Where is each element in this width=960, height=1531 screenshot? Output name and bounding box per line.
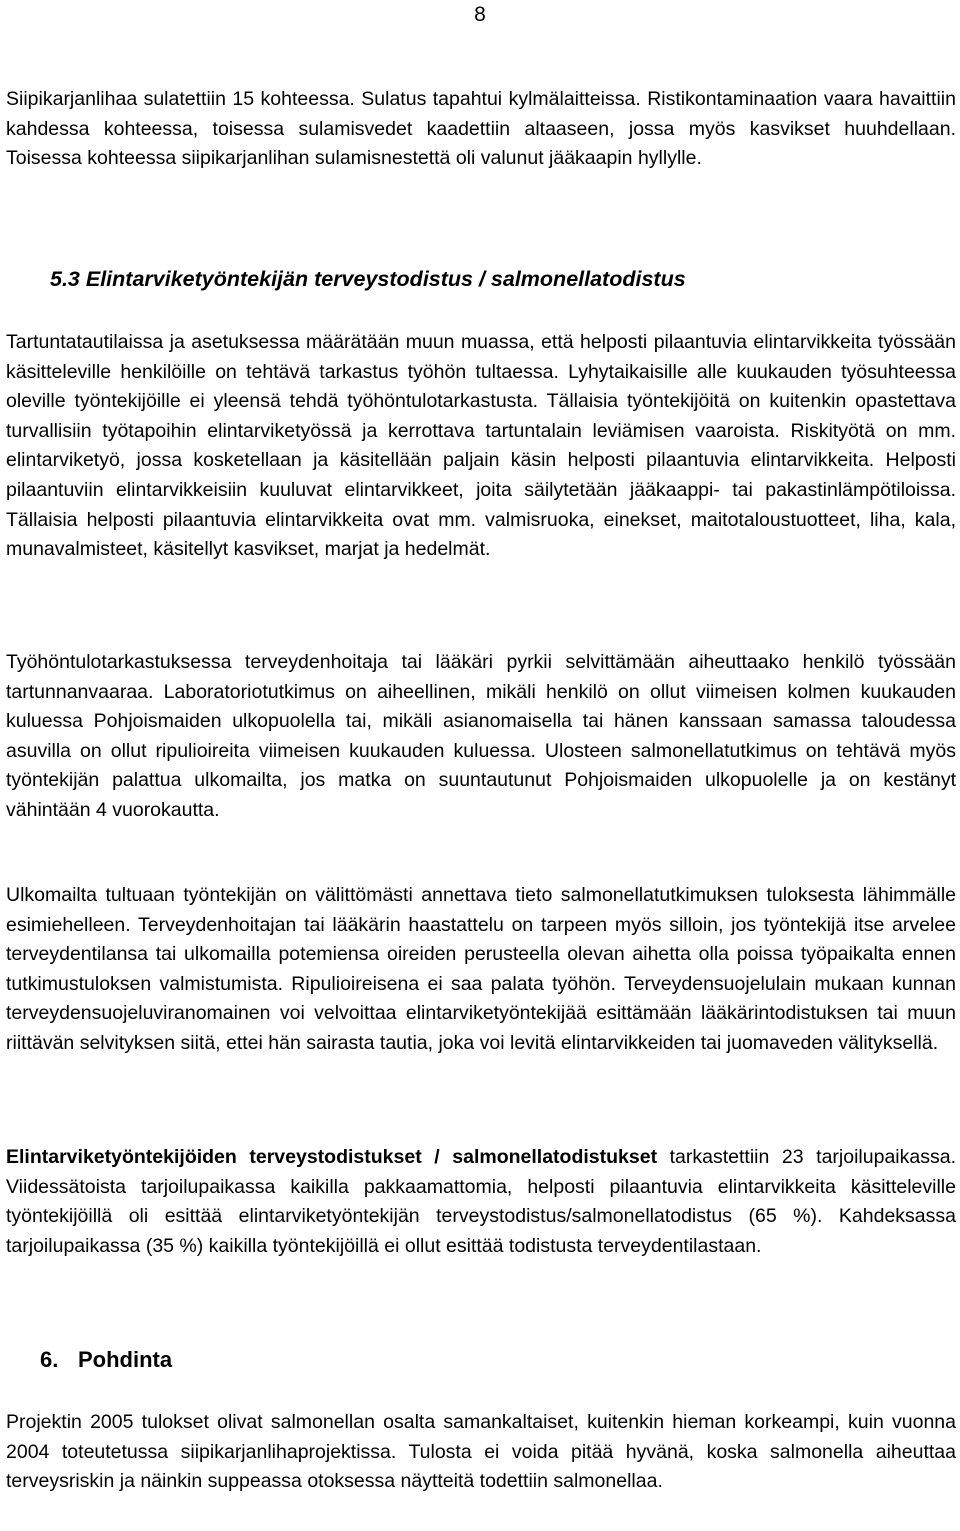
- page-number: 8: [474, 3, 486, 26]
- section-6-paragraph-1: Projektin 2005 tulokset olivat salmonellan osalta samankaltaiset, kuitenkin hieman korkeampi, kuin vuonna 2004 toteutetussa siipikarjanlihaprojektissa. Tulosta ei voida pitää hyvänä, koska salmonella aiheuttaa terveysriskin ja näinkin suppeassa otoksessa näytteitä todettiin salmonellaa.: [6, 1411, 956, 1493]
- intro-paragraph: Siipikarjanlihaa sulatettiin 15 kohteessa. Sulatus tapahtui kylmälaitteissa. Ristikontaminaation vaara havaittiin kahdessa kohteessa, toisessa sulamisvedet kaadettiin altaaseen, jossa myös kasvikset huuhdellaan. Toisessa kohteessa siipikarjanlihan sulamisnestettä oli valunut jääkaapin hyllylle.: [6, 88, 956, 170]
- section-5-3-paragraph-1: Tartuntatautilaissa ja asetuksessa määrätään muun muassa, että helposti pilaantuvia elintarvikkeita työssään käsitteleville henkilöille on tehtävä tarkastus työhön tultaessa. Lyhytaikaisille alle kuukauden työsuhteessa oleville työntekijöille ei yleensä tehdä työhöntulotarkastusta. Tällaisia työntekijöitä on kuitenkin opastettava turvallisiin työtapoihin elintarviketyössä ja kerrottava tartuntalain leviämisen vaaroista. Riskityötä on mm. elintarviketyö, jossa kosketellaan ja käsitellään paljain käsin helposti pilaantuvia elintarvikkeita. Helposti pilaantuviin elintarvikkeisiin kuuluvat elintarvikkeet, joita säilytetään jääkaappi- tai pakastinlämpötiloissa. Tällaisia helposti pilaantuvia elintarvikkeita ovat mm. valmisruoka, einekset, maitotaloustuotteet, liha, kala, munavalmisteet, käsitellyt kasvikset, marjat ja hedelmät.: [6, 331, 956, 561]
- section-5-3-paragraph-2: Työhöntulotarkastuksessa terveydenhoitaja tai lääkäri pyrkii selvittämään aiheuttaako henkilö työssään tartunnanvaaraa. Laboratoriotutkimus on aiheellinen, mikäli henkilö on ollut viimeisen kolmen kuukauden kuluessa Pohjoismaiden ulkopuolella tai, mikäli asianomaisella tai hänen kanssaan samassa taloudessa asuvilla on ollut ripulioireita viimeisen kuukauden kuluessa. Ulosteen salmonellatutkimus on tehtävä myös työntekijän palattua ulkomailta, jos matka on suuntautunut Pohjoismaiden ulkopuolelle ja on kestänyt vähintään 4 vuorokautta.: [6, 651, 956, 821]
- section-6-title: Pohdinta: [78, 1347, 173, 1372]
- section-6-number: 6.: [40, 1347, 59, 1372]
- inspection-summary-label: Elintarviketyöntekijöiden terveystodistukset / salmonellatodistukset: [6, 1146, 658, 1168]
- section-5-3-paragraph-3: Ulkomailta tultuaan työntekijän on välittömästi annettava tieto salmonellatutkimuksen tuloksesta lähimmälle esimiehelleen. Terveydenhoitajan tai lääkärin haastattelu on tarpeen myös silloin, jos työntekijä itse arvelee terveydentilansa tai ulkomailla potemiensa oireiden perusteella olevan aihetta olla poissa työpaikalta ennen tutkimustuloksen valmistumista. Ripulioireisena ei saa palata työhön. Terveydensuojelulain mukaan kunnan terveydensuojeluviranomainen voi velvoittaa elintarviketyöntekijää esittämään lääkärintodistuksen tai muun riittävän selvityksen siitä, ettei hän sairasta tautia, joka voi levitä elintarvikkeiden tai juomaveden välityksellä.: [6, 884, 956, 1054]
- section-6-heading: [40, 1343, 920, 1377]
- section-5-3-heading: 5.3 Elintarviketyöntekijän terveystodistus / salmonellatodistus: [50, 267, 686, 291]
- section-5-3-paragraph-4: [6, 1143, 956, 1261]
- inspection-summary-text: tarkastettiin 23 tarjoilupaikassa. Viidessätoista tarjoilupaikassa kaikilla pakkaamattomia, helposti pilaantuvia elintarvikkeita käsitteleville työntekijöillä oli esittää elintarviketyöntekijän terveystodistus/salmonellatodistus (65 %). Kahdeksassa tarjoilupaikassa (35 %) kaikilla työntekijöillä ei ollut esittää todistusta terveydentilastaan.: [6, 1146, 956, 1257]
